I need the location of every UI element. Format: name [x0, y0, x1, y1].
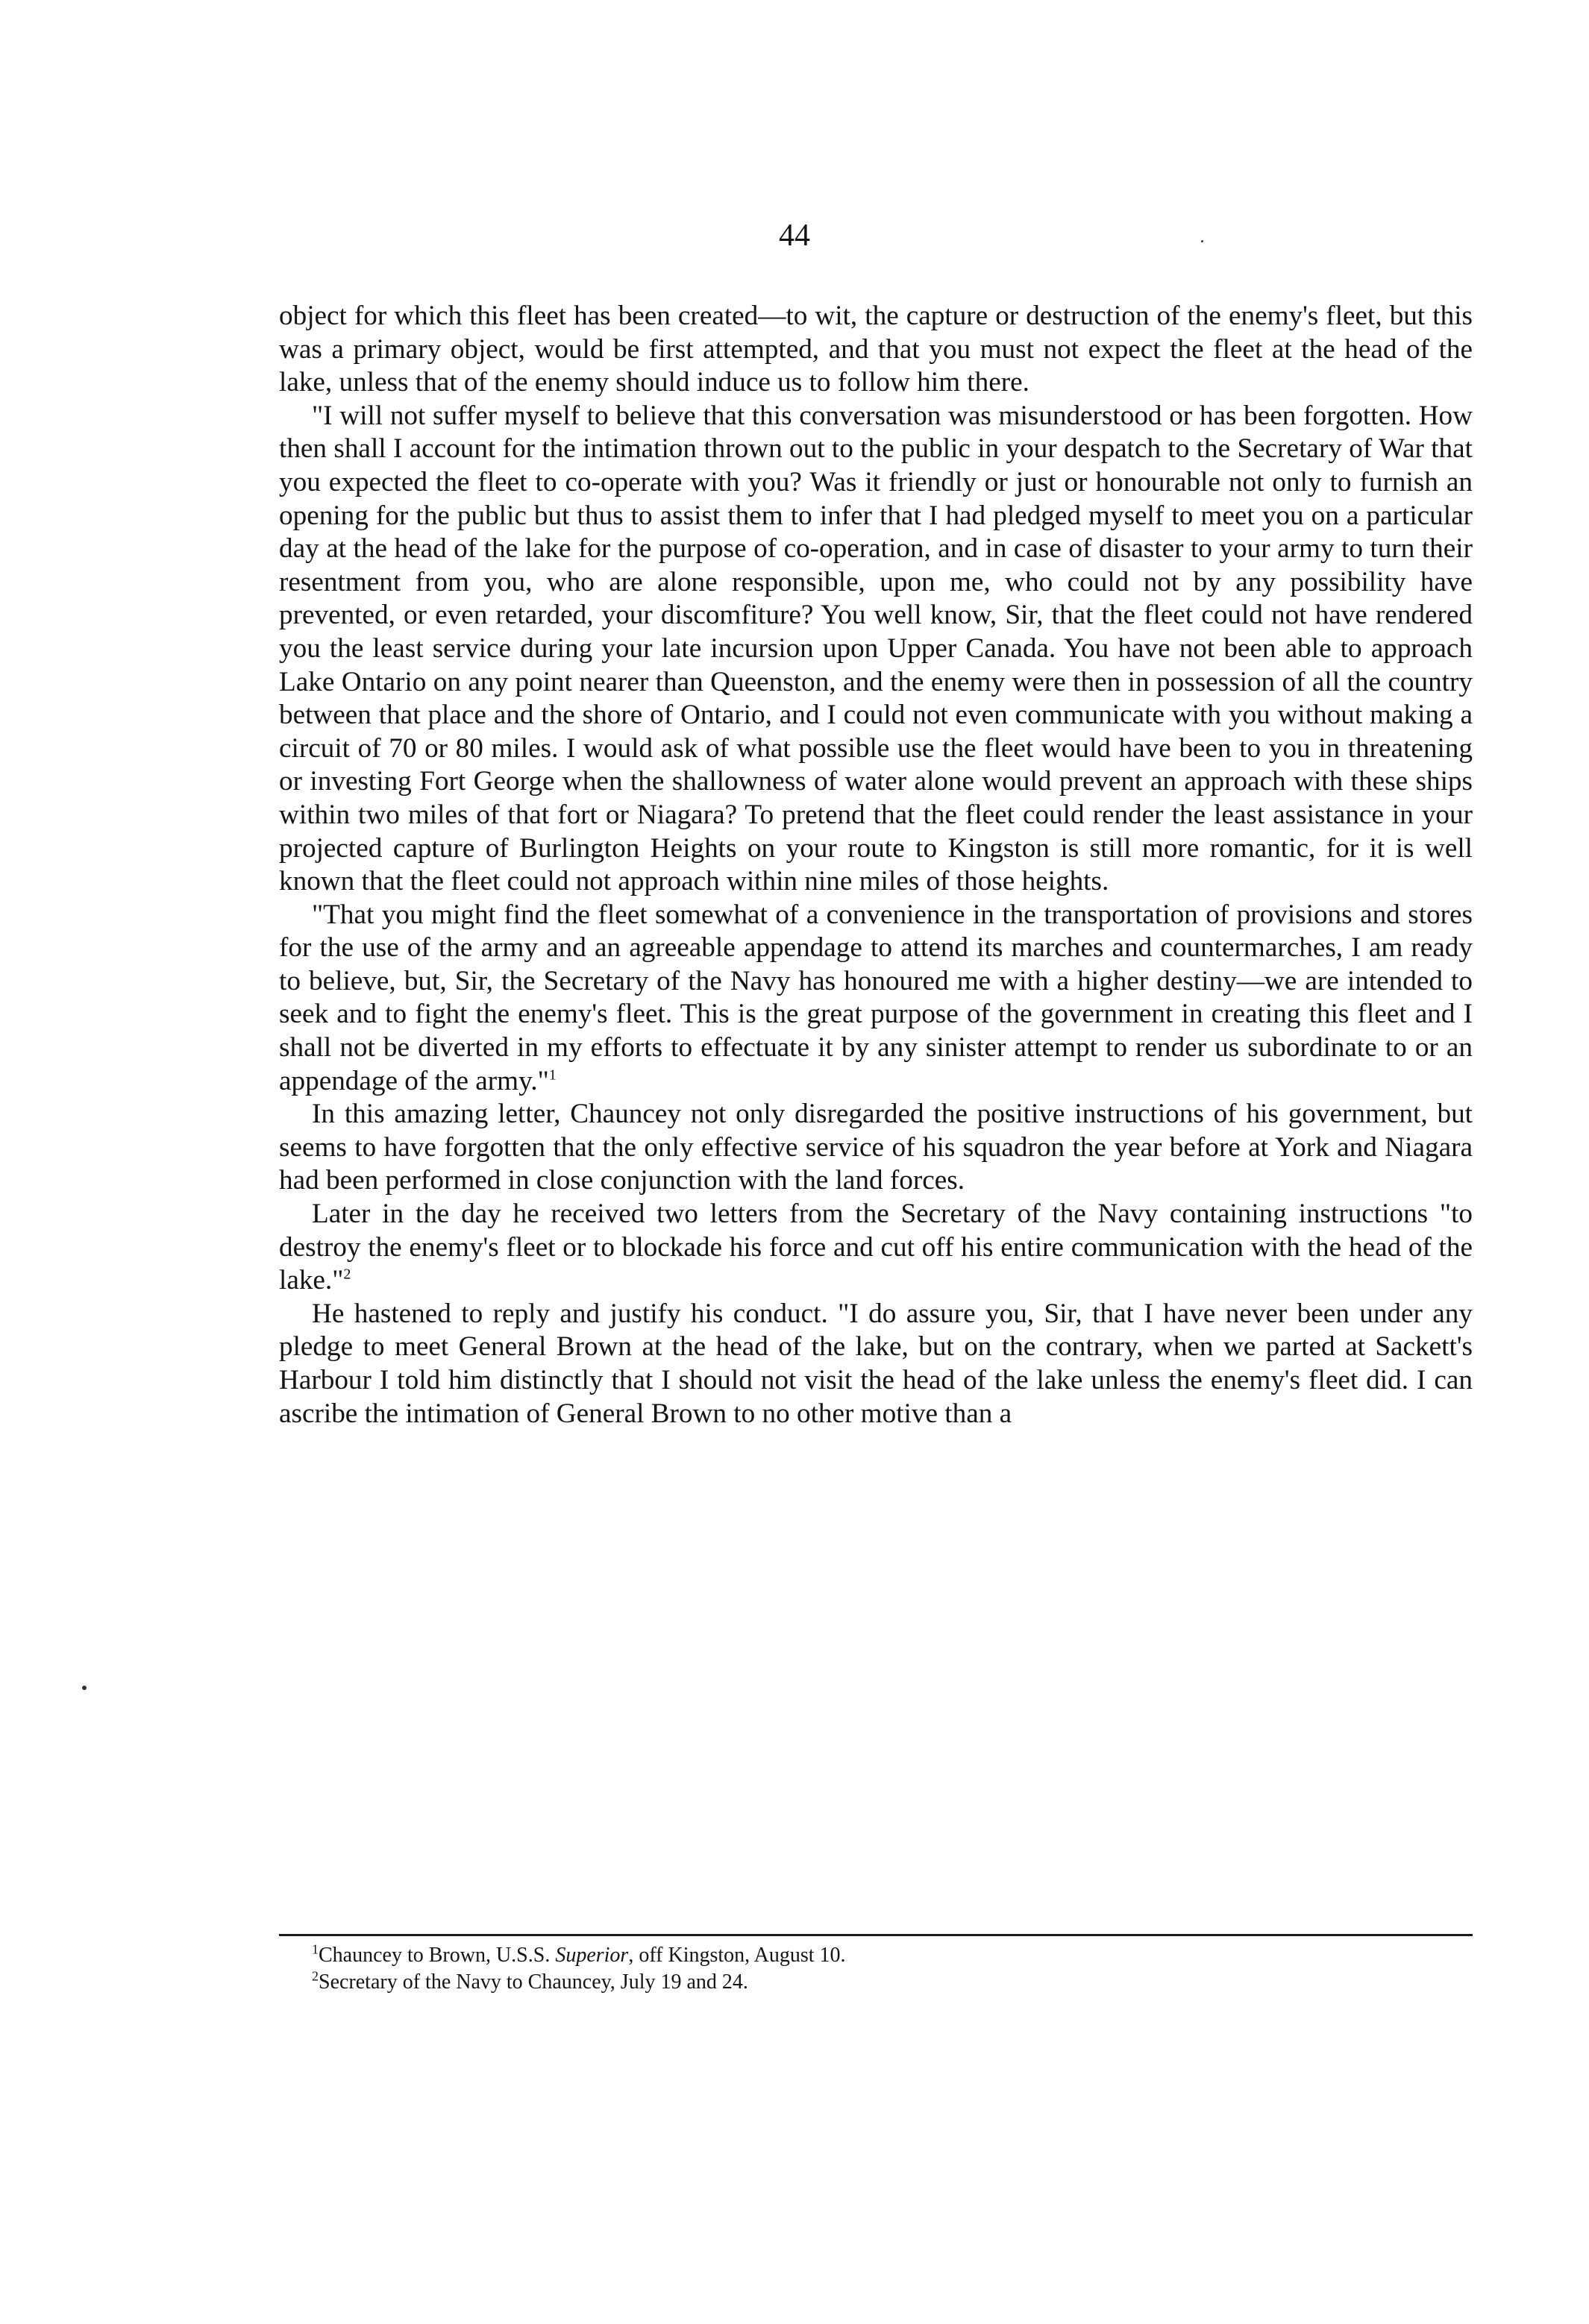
paragraph-3-text: "That you might find the fleet somewhat of a convenience in the transportation of provisions and stores for the use of the army and an agreeable appendage to attend its marches and countermarches, I am ready to believe, but, Sir, the Secretary of the Navy has honoured me with a higher destiny—we are intended to seek and to fight the enemy's fleet. This is the great purpose of the government in creating this fleet and I shall not be diverted in my efforts to effectuate it by any sinister attempt to render us subordinate to or an appendage of the army."	[279, 899, 1473, 1096]
paragraph-4: In this amazing letter, Chauncey not only disregarded the positive instructions of his government, but seems to have forgotten that the only effective service of his squadron the year before at York and Niagara had been performed in close conjunction with the land forces.	[279, 1099, 1473, 1196]
body-text	[279, 300, 1473, 1430]
footnote-1-mark: 1	[312, 1941, 319, 1957]
footnotes	[279, 1942, 1473, 1996]
paragraph-5-text: Later in the day he received two letters from the Secretary of the Navy containing instructions "to destroy the enemy's fleet or to blockade his force and cut off his entire communication with the head of the lake."	[279, 1199, 1473, 1296]
scan-speck	[1201, 240, 1203, 242]
footnote-ref-1: 1	[548, 1067, 557, 1084]
paragraph-3	[279, 899, 1473, 1099]
footnote-1-text-end: , off Kingston, August 10.	[628, 1944, 846, 1967]
footnote-1	[312, 1942, 1473, 1969]
footnote-2	[312, 1969, 1473, 1996]
footnote-ref-2: 2	[343, 1266, 351, 1283]
footnote-2-mark: 2	[312, 1968, 319, 1984]
footnote-1-ship-name: Superior	[555, 1944, 629, 1967]
paragraph-1: object for which this fleet has been created—to wit, the capture or destruction of the enemy's fleet, but this was a primary object, would be first attempted, and that you must not expect the fleet at the head of the lake, unless that of the enemy should induce us to follow him there.	[279, 301, 1473, 398]
footnote-1-text: Chauncey to Brown, U.S.S.	[319, 1944, 556, 1967]
footnote-2-text: Secretary of the Navy to Chauncey, July 19 and 24.	[319, 1970, 748, 1994]
paragraph-6: He hastened to reply and justify his conduct. "I do assure you, Sir, that I have never been under any pledge to meet General Brown at the head of the lake, but on the contrary, when we parted at Sackett's Harbour I told him distinctly that I should not visit the head of the lake unless the enemy's fleet did. I can ascribe the intimation of General Brown to no other motive than a	[279, 1298, 1473, 1429]
paragraph-2: "I will not suffer myself to believe that this conversation was misunderstood or has been forgotten. How then shall I account for the intimation thrown out to the public in your despatch to the Secretary of War that you expected the fleet to co-operate with you? Was it friendly or just or honourable not only to furnish an opening for the public but thus to assist them to infer that I had pledged myself to meet you on a particular day at the head of the lake for the purpose of co-operation, and in case of disaster to your army to turn their resentment from you, who are alone responsible, upon me, who could not by any possibility have prevented, or even retarded, your discomfiture? You well know, Sir, that the fleet could not have rendered you the least service during your late incursion upon Upper Canada. You have not been able to approach Lake Ontario on any point nearer than Queenston, and the enemy were then in possession of all the country between that place and the shore of Ontario, and I could not even communicate with you without making a circuit of 70 or 80 miles. I would ask of what possible use the fleet would have been to you in threatening or investing Fort George when the shallowness of water alone would prevent an approach with these ships within two miles of that fort or Niagara? To pretend that the fleet could render the least assistance in your projected capture of Burlington Heights on your route to Kingston is still more romantic, for it is well known that the fleet could not approach within nine miles of those heights.	[279, 400, 1473, 897]
paragraph-5	[279, 1198, 1473, 1298]
footnote-divider	[279, 1934, 1473, 1936]
page-number: 44	[779, 219, 810, 253]
scan-speck	[82, 1686, 87, 1690]
